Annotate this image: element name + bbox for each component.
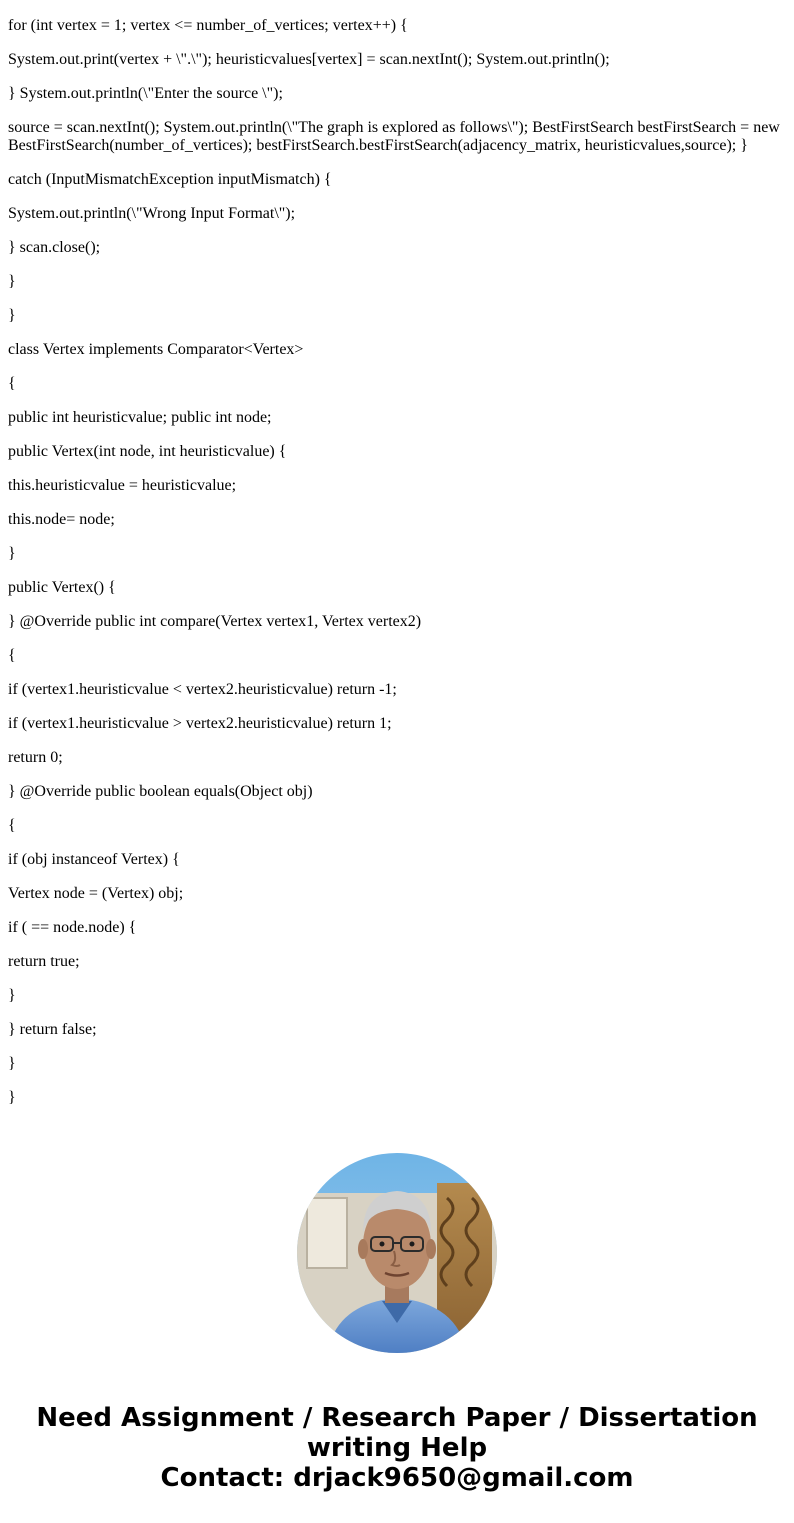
contact-email: Contact: drjack9650@gmail.com (160, 1463, 634, 1493)
code-line: System.out.println(\"Wrong Input Format\"); (8, 205, 296, 222)
code-line: } (8, 273, 16, 290)
code-line: this.heuristicvalue = heuristicvalue; (8, 477, 237, 494)
code-line: } (8, 987, 16, 1004)
cta-line: writing Help (306, 1433, 488, 1463)
code-line: } @Override public int compare(Vertex vertex1, Vertex vertex2) (8, 613, 422, 630)
cta-line: Need Assignment / Research Paper / Dissertation (36, 1403, 758, 1433)
code-line: this.node= node; (8, 511, 115, 528)
code-line: System.out.print(vertex + \".\"); heuristicvalues[vertex] = scan.nextInt(); System.out.println(); (8, 51, 610, 68)
code-line: if (vertex1.heuristicvalue < vertex2.heuristicvalue) return -1; (8, 681, 397, 698)
code-line: } return false; (8, 1021, 97, 1038)
code-line: public int heuristicvalue; public int node; (8, 409, 272, 426)
code-line: catch (InputMismatchException inputMismatch) { (8, 171, 332, 188)
code-line: } (8, 545, 16, 562)
contact-banner (0, 1403, 794, 1493)
code-line: if (vertex1.heuristicvalue > vertex2.heuristicvalue) return 1; (8, 715, 392, 732)
code-line: { (8, 647, 16, 664)
code-line: } (8, 307, 16, 324)
code-line: public Vertex() { (8, 579, 116, 596)
code-line: public Vertex(int node, int heuristicvalue) { (8, 443, 287, 460)
code-line: return 0; (8, 749, 63, 766)
avatar (297, 1153, 497, 1353)
code-line: } (8, 1089, 16, 1106)
avatar-portrait (297, 1153, 497, 1353)
code-line: class Vertex implements Comparator<Vertex> (8, 341, 304, 358)
code-line: if (obj instanceof Vertex) { (8, 851, 180, 868)
code-line: { (8, 817, 16, 834)
code-line: { (8, 375, 16, 392)
code-line: } System.out.println(\"Enter the source \"); (8, 85, 283, 102)
code-line: Vertex node = (Vertex) obj; (8, 885, 184, 902)
code-line: for (int vertex = 1; vertex <= number_of_vertices; vertex++) { (8, 17, 408, 34)
code-line: } (8, 1055, 16, 1072)
code-line: } @Override public boolean equals(Object obj) (8, 783, 313, 800)
code-line: if ( == node.node) { (8, 919, 137, 936)
code-line: return true; (8, 953, 80, 970)
code-line: source = scan.nextInt(); System.out.println(\"The graph is explored as follows\"); BestFirstSearch bestFirstSearch = new BestFirstSearch(number_of_vertices); bestFirstSearch.bestFirstSearch(adjacency_matrix, heuristicvalues,source); } (8, 119, 780, 154)
code-line: } scan.close(); (8, 239, 101, 256)
